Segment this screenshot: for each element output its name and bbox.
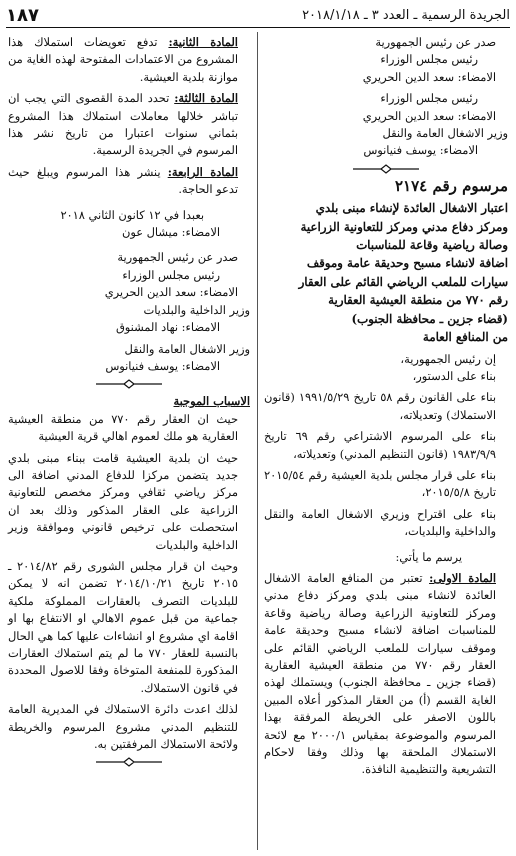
signature-line: الامضاء: سعد الدين الحريري	[362, 69, 496, 84]
article-text: تحدد المدة القصوى التي يجب ان تباشر خلالها معاملات استملاك هذا المشروع بثماني سنوات اعتبارا من تاريخ نشر هذا المرسوم في الجريدة الرسمية.	[8, 91, 238, 158]
decree-subject-line: من المنافع العامة	[422, 330, 508, 345]
article-text: تدفع تعويضات استملاك هذا المشروع من الاعتمادات المفتوحة لهذه الغاية من موازنة بلدية العيشية.	[8, 35, 238, 84]
article-4	[8, 164, 250, 199]
signature-line: وزير الداخلية والبلديات	[143, 302, 250, 317]
column-divider	[257, 32, 258, 850]
article-3	[8, 90, 250, 160]
ornament-divider	[264, 164, 508, 174]
decree-subject-line: وصالة رياضية وقاعة للمناسبات	[356, 238, 508, 253]
signature-line: الامضاء: نهاد المشنوق	[115, 320, 220, 335]
article-label: المادة الرابعة:	[167, 164, 239, 179]
signature-line: وزير الاشغال العامة والنقل	[382, 126, 508, 141]
signature-line: رئيس مجلس الوزراء	[122, 267, 220, 282]
decree-subject-line: اضافة لانشاء مسبح وحديقة عامة وموقف	[306, 256, 508, 271]
article-label: المادة الاولى:	[429, 570, 496, 585]
decree-subject-line: ومركز دفاع مدني ومركز للتعاونية الزراعية	[300, 219, 508, 234]
reasons-heading: الاسباب الموجبة	[173, 394, 250, 409]
signature-line: صدر عن رئيس الجمهورية	[117, 250, 238, 265]
preamble: بناء على الدستور،	[412, 368, 496, 383]
preamble: بناء على القانون رقم ٥٨ تاريخ ١٩٩١/٥/٢٩ (قانون الاستملاك) وتعديلاته،	[264, 390, 497, 422]
left-column	[8, 34, 250, 852]
signature-line: الامضاء: يوسف فنيانوس	[105, 358, 220, 373]
decree-subject-line: رقم ٧٧٠ من منطقة العيشية العقارية	[328, 293, 508, 308]
page-number: ١٨٧	[6, 5, 39, 26]
article-label: المادة الثانية:	[168, 35, 238, 49]
decree-number: مرسوم رقم ٢١٧٤	[395, 176, 508, 195]
article-text: ينشر هذا المرسوم ويبلغ حيث تدعو الحاجة.	[8, 164, 238, 197]
signature-line: الامضاء: سعد الدين الحريري	[104, 285, 238, 300]
article-1	[264, 570, 508, 779]
decrees-line: يرسم ما يأتي:	[395, 549, 462, 564]
reason-paragraph: وحيث ان قرار مجلس الشورى رقم ٢٠١٤/٨٢ ـ ٢٠١٥ تاريخ ٢٠١٤/١٠/٢١ تضمن انه لا يمكن للبلديات التصرف بالعقارات المملوكة ملكية جماعية من قبل عموم الاهالي او الانتفاع بها او اقامة اي مشروع او انشاءات عليها كما هي الحال بالنسبة للعقار ٧٧٠ ما لم يتم استملاك العقارات المذكورة للمنفعة المتوخاة وفقا للاصول المحددة في قانون الاستملاك.	[8, 558, 239, 695]
article-2	[8, 34, 250, 86]
signature-line: رئيس مجلس الوزراء	[380, 91, 478, 106]
date-line: بعبدا في ١٢ كانون الثاني ٢٠١٨	[60, 207, 204, 222]
signature-line: رئيس مجلس الوزراء	[380, 52, 478, 67]
signature-line: صدر عن رئيس الجمهورية	[375, 35, 496, 49]
decree-subject-line: اعتبار الاشغال العائدة لإنشاء مبنى بلدي	[315, 201, 508, 216]
reason-paragraph: حيث ان بلدية العيشية قامت ببناء مبنى بلدي جديد يتضمن مركزا للدفاع المدني اضافة الى مركز رياضي ثقافي ومركز مخصص للتعاونية الزراعية على العقار المذكور وذلك بعد ان استحصلت على ترخيص قانوني وموافقة وزير الداخلية والبلديات	[8, 450, 238, 552]
decree-subject-line: سيارات للملعب الرياضي القائم على العقار	[298, 274, 508, 289]
reason-paragraph: لذلك اعدت دائرة الاستملاك في المديرية العامة للتنظيم المدني مشروع المرسوم والخريطة ولائحة الاستملاك المرفقتين به.	[8, 702, 238, 752]
page-header	[6, 4, 510, 28]
preamble: بناء على المرسوم الاشتراعي رقم ٦٩ تاريخ ١٩٨٣/٩/٩ (قانون التنظيم المدني) وتعديلاته،	[264, 429, 496, 461]
signature-line: وزير الاشغال العامة والنقل	[124, 341, 250, 356]
decree-subject-line: (قضاء جزين ـ محافظة الجنوب)	[351, 311, 508, 326]
article-text: تعتبر من المنافع العامة الاشغال العائدة لانشاء مبنى بلدي ومركز دفاع مدني ومركز للتعاونية الزراعية وصالة رياضية وقاعة للمناسبات اضافة لانشاء مسبح وحديقة عامة وموقف سيارات للملعب الرياضي القائم على العقار رقم ٧٧٠ من منطقة العيشية العقارية (قضاء جزين ـ محافظة الجنوب) ويستملك لهذه الغاية القسم (أ) من العقار المذكور أعلاه المبين باللون الاصفر على الخريطة المرفقة بهذا المرسوم والموضوعة بمقياس ٢٠٠٠/١ مع لائحة الاستملاك الملحقة بها وذلك وفقا لاحكام التشريعية والتنظيمية النافذة.	[264, 570, 496, 777]
preamble: بناء على اقتراح وزيري الاشغال العامة والنقل والداخلية والبلديات،	[264, 506, 496, 539]
ornament-divider	[8, 757, 250, 767]
signature-line: الامضاء: ميشال عون	[121, 225, 220, 240]
ornament-divider	[8, 379, 250, 389]
preamble: بناء على قرار مجلس بلدية العيشية رقم ٢٠١٥/٥٤ تاريخ ٢٠١٥/٥/٨،	[264, 467, 496, 500]
article-label: المادة الثالثة:	[174, 91, 238, 106]
gazette-title: الجريدة الرسمية ـ العدد ٣ ـ ٢٠١٨/١/١٨	[302, 8, 510, 23]
reason-paragraph: حيث ان العقار رقم ٧٧٠ من منطقة العيشية العقارية هو ملك لعموم اهالي قرية العيشية	[8, 411, 238, 444]
right-column	[264, 34, 508, 852]
preamble: إن رئيس الجمهورية،	[400, 351, 496, 366]
signature-line: الامضاء: سعد الدين الحريري	[362, 108, 496, 123]
signature-line: الامضاء: يوسف فنيانوس	[363, 143, 478, 158]
